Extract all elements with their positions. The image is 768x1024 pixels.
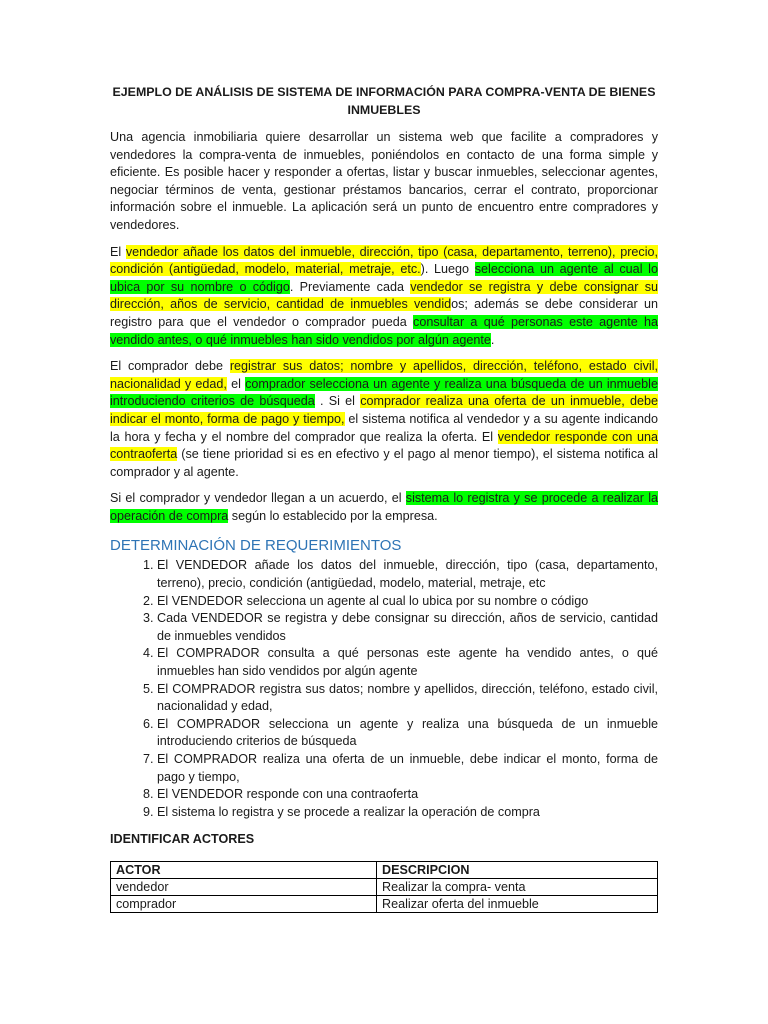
requirement-item: 1. El VENDEDOR añade los datos del inmueble, dirección, tipo (casa, departamento, terreno), precio, condición (antigüedad, modelo, material, metraje, etc [157,557,658,592]
requirement-item: 9. El sistema lo registra y se procede a realizar la operación de compra [157,804,658,822]
requirement-item: 8. El VENDEDOR responde con una contraoferta [157,786,658,804]
text-run: . [490,332,495,347]
highlight-yellow: vendedor se registra y debe consignar su dirección, años de servicio, cantidad de inmuebles vendid [110,279,659,312]
requirement-item: 4. El COMPRADOR consulta a qué personas este agente ha vendido antes, o qué inmuebles han sido vendidos por algún agente [157,645,658,680]
table-cell: Realizar oferta del inmueble [377,895,658,912]
highlight-yellow: vendedor responde con una contraoferta [110,429,658,462]
table-cell: comprador [111,895,377,912]
paragraph-vendedor [110,244,658,350]
requirements-heading: DETERMINACIÓN DE REQUERIMIENTOS [110,537,402,555]
actors-heading: IDENTIFICAR ACTORES [110,832,255,847]
text-run: el [226,376,246,391]
text-run: . Si el [314,394,361,409]
highlight-green: consultar a qué personas este agente ha vendido antes, o qué inmuebles han sido vendidos por algún agente [110,314,658,347]
table-header-cell: ACTOR [111,861,377,878]
requirement-item: 2. El VENDEDOR selecciona un agente al cual lo ubica por su nombre o código [157,593,658,611]
paragraph-acuerdo [110,490,658,525]
text-run: (se tiene prioridad si es en efectivo y el pago al menor tiempo), el sistema notifica al comprador y al agente. [110,447,658,479]
actors-table [110,861,658,913]
table-header-row [111,861,658,878]
highlight-green: selecciona un agente al cual lo ubica por su nombre o código [110,262,658,294]
text-run: según lo establecido por la empresa. [228,508,438,523]
requirement-item: 5. El COMPRADOR registra sus datos; nombre y apellidos, dirección, teléfono, estado civil, nacionalidad y edad, [157,681,658,716]
text-run: el sistema notifica al vendedor y a su agente indicando la hora y fecha y el nombre del comprador que realiza la oferta. El [110,411,658,444]
highlight-yellow: registrar sus datos; nombre y apellidos, dirección, teléfono, estado civil, nacionalidad y edad, [110,359,658,391]
text-run: . Previamente cada [289,279,411,294]
requirement-item: 6. El COMPRADOR selecciona un agente y realiza una búsqueda de un inmueble introduciendo criterios de búsqueda [157,716,658,751]
text-run: El [110,244,126,259]
requirements-list [110,557,658,821]
table-row [111,878,658,895]
table-row [111,895,658,912]
document-title: EJEMPLO DE ANÁLISIS DE SISTEMA DE INFORMACIÓN PARA COMPRA-VENTA DE BIENES INMUEBLES [112,85,656,117]
highlight-green: sistema lo registra y se procede a realizar la operación de compra [110,491,659,523]
highlight-green: comprador selecciona un agente y realiza una búsqueda de un inmueble introduciendo criterios de búsqueda [110,376,658,409]
table-header-cell: DESCRIPCION [377,861,658,878]
text-run: El comprador debe [110,359,230,374]
highlight-yellow: comprador realiza una oferta de un inmueble, debe indicar el monto, forma de pago y tiempo, [110,394,658,426]
table-cell: vendedor [111,878,377,895]
requirement-item: 3. Cada VENDEDOR se registra y debe consignar su dirección, años de servicio, cantidad de inmuebles vendidos [157,610,658,645]
text-run: os; además se debe considerar un registro para que el vendedor o comprador pueda [110,297,658,329]
intro-paragraph: Una agencia inmobiliaria quiere desarrollar un sistema web que facilite a compradores y vendedores la compra-venta de inmuebles, poniéndolos en contacto de una forma simple y eficiente. Es posible hacer y responder a ofertas, listar y buscar inmuebles, seleccionar agentes, negociar términos de venta, gestionar préstamos bancarios, cerrar el contrato, proporcionar información sobre el inmueble. La aplicación será un punto de encuentro entre compradores y vendedores. [110,130,658,232]
paragraph-comprador [110,358,658,481]
highlight-yellow: vendedor añade los datos del inmueble, dirección, tipo (casa, departamento, terreno), precio, condición (antigüedad, modelo, material, metraje, etc. [110,244,658,277]
text-run: ). Luego [420,262,475,277]
requirement-item: 7. El COMPRADOR realiza una oferta de un inmueble, debe indicar el monto, forma de pago y tiempo, [157,751,658,786]
table-cell: Realizar la compra- venta [377,878,658,895]
text-run: Si el comprador y vendedor llegan a un acuerdo, el [110,491,406,506]
